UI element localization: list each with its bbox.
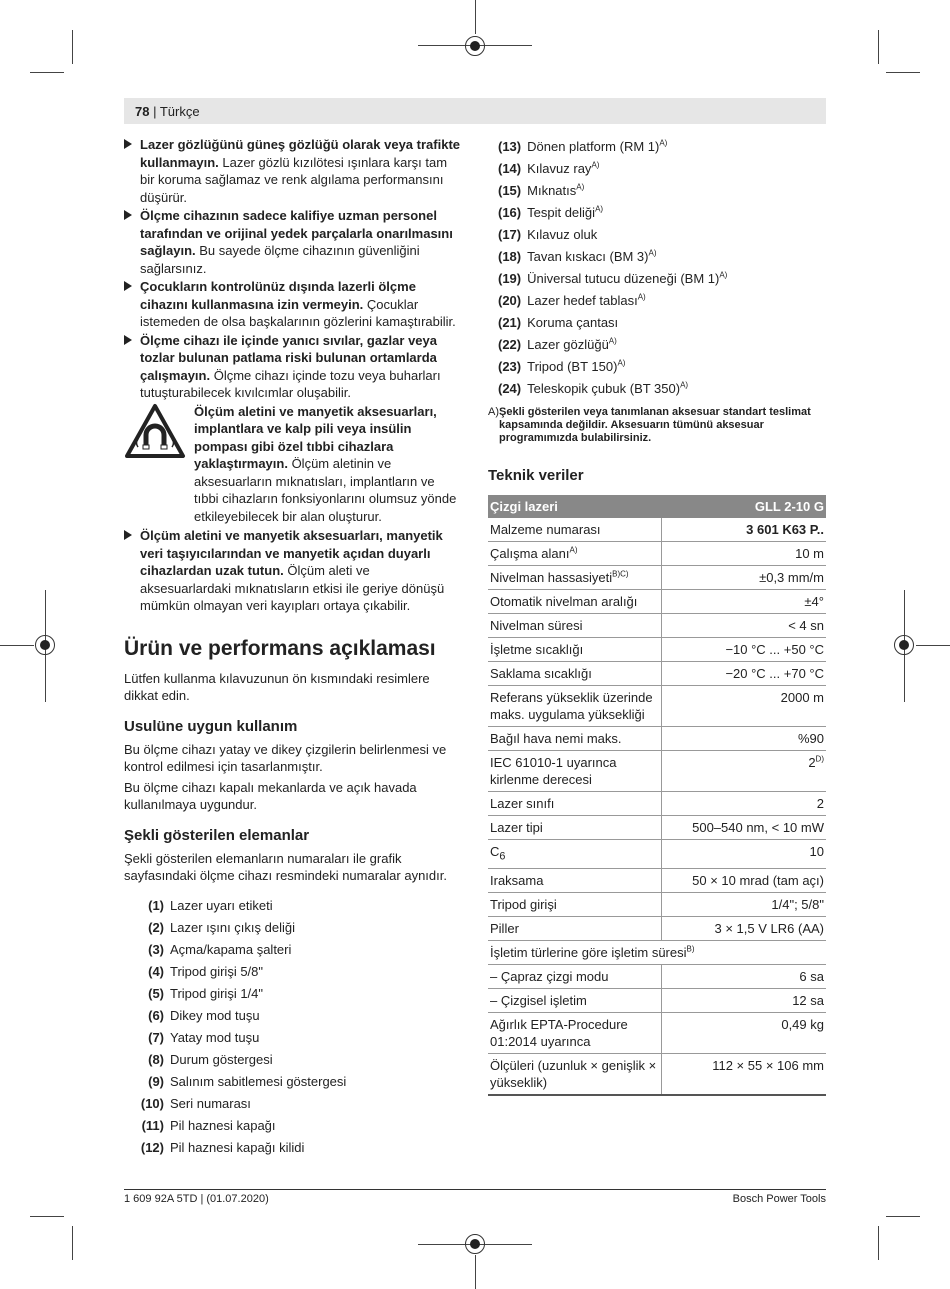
tech-row-label bbox=[488, 750, 662, 791]
component-footnote-ref: A) bbox=[595, 204, 604, 214]
component-label bbox=[170, 1139, 304, 1157]
component-label bbox=[170, 1117, 276, 1135]
tech-table-header bbox=[488, 495, 826, 518]
page-header bbox=[124, 98, 826, 124]
tech-row-label bbox=[488, 1054, 662, 1096]
tech-row-value bbox=[662, 815, 827, 839]
component-footnote-ref: A) bbox=[680, 380, 689, 390]
tech-label-text: Lazer sınıfı bbox=[490, 795, 555, 811]
tech-label-text: İşletme sıcaklığı bbox=[490, 641, 584, 657]
tech-row-value bbox=[662, 989, 827, 1013]
component-label-text: Pil haznesi kapağı kilidi bbox=[170, 1139, 305, 1155]
crop-mark bbox=[916, 645, 950, 646]
tech-header-label: Çizgi lazeri bbox=[488, 495, 662, 518]
tech-row-label bbox=[488, 685, 662, 726]
bullet-triangle-icon bbox=[124, 139, 132, 149]
component-number: (19) bbox=[498, 271, 522, 287]
tech-label-text: C bbox=[490, 843, 500, 859]
tech-label-text: Malzeme numarası bbox=[490, 521, 601, 537]
tech-row-value bbox=[662, 589, 827, 613]
tech-row bbox=[488, 839, 826, 869]
tech-row-label bbox=[488, 613, 662, 637]
component-label-text: Lazer gözlüğü bbox=[527, 337, 609, 353]
tech-label-text: IEC 61010-1 uyarınca kirlenme derecesi bbox=[490, 754, 617, 787]
registration-mark-icon bbox=[465, 36, 485, 56]
component-label bbox=[527, 204, 603, 222]
tech-row-value bbox=[662, 541, 827, 565]
tech-row-label bbox=[488, 518, 662, 542]
tech-row-value bbox=[662, 791, 827, 815]
tech-row bbox=[488, 815, 826, 839]
crop-mark bbox=[0, 645, 34, 646]
component-item bbox=[134, 983, 460, 1005]
tech-row-value bbox=[662, 685, 827, 726]
tech-row-value bbox=[662, 726, 827, 750]
component-label-text: Durum göstergesi bbox=[170, 1051, 273, 1067]
registration-mark-icon bbox=[894, 635, 914, 655]
tech-label-text: Tripod girişi bbox=[490, 897, 557, 913]
component-number: (22) bbox=[498, 337, 522, 353]
tech-value-text: 2 bbox=[808, 754, 816, 770]
component-number: (2) bbox=[148, 919, 164, 935]
tech-label-text: İşletim türlerine göre işletim süresi bbox=[490, 945, 687, 961]
footer-doc-id: 1 609 92A 5TD | (01.07.2020) bbox=[124, 1193, 269, 1205]
component-number: (12) bbox=[140, 1139, 164, 1155]
tech-table bbox=[488, 495, 826, 1097]
component-label bbox=[170, 1029, 259, 1047]
tech-row bbox=[488, 989, 826, 1013]
tech-row bbox=[488, 518, 826, 542]
tech-row-value bbox=[662, 839, 827, 869]
tech-row bbox=[488, 661, 826, 685]
component-item bbox=[134, 1027, 460, 1049]
component-item bbox=[134, 1115, 460, 1137]
tech-value-text: %90 bbox=[797, 730, 824, 746]
component-number: (20) bbox=[498, 293, 522, 309]
left-column bbox=[124, 136, 460, 1159]
bullet-triangle-icon bbox=[124, 530, 132, 540]
component-label-text: Lazer uyarı etiketi bbox=[170, 897, 273, 913]
tech-label-text: – Çapraz çizgi modu bbox=[490, 969, 609, 985]
tech-row-label bbox=[488, 869, 662, 893]
component-number: (24) bbox=[498, 381, 522, 397]
usage-paragraph: Bu ölçme cihazı kapalı mekanlarda ve açık havada kullanılmaya uygundur. bbox=[124, 779, 417, 812]
component-label-text: Koruma çantası bbox=[527, 315, 619, 331]
tech-row-value bbox=[662, 518, 827, 542]
tech-label-text: Nivelman hassasiyeti bbox=[490, 569, 613, 585]
component-label-text: Tripod girişi 1/4" bbox=[170, 985, 263, 1001]
registration-mark-icon bbox=[35, 635, 55, 655]
component-label-text: Açma/kapama şalteri bbox=[170, 941, 292, 957]
component-label bbox=[170, 919, 295, 937]
usage-paragraph: Bu ölçme cihazı yatay ve dikey çizgilerin belirlenmesi ve kontrol edilmesi için tasarlanmıştır. bbox=[124, 741, 447, 774]
tech-row bbox=[488, 1013, 826, 1054]
tech-value-text: < 4 sn bbox=[788, 617, 824, 633]
tech-row bbox=[488, 565, 826, 589]
component-label-text: Tespit deliği bbox=[527, 205, 596, 221]
component-label bbox=[527, 226, 597, 244]
warning-text: Ölçüm aleti ve aksesuarlardaki mıknatısların etkisi ile geriye dönüşü mümkün olmayan veri kayıpları ortaya çıkabilir. bbox=[140, 563, 445, 613]
warning-list bbox=[124, 136, 460, 402]
component-list-continued bbox=[498, 136, 826, 400]
component-number: (18) bbox=[498, 249, 522, 265]
component-item bbox=[498, 356, 826, 378]
tech-row-label bbox=[488, 941, 826, 965]
tech-label-text: Otomatik nivelman aralığı bbox=[490, 593, 638, 609]
component-label bbox=[527, 358, 625, 376]
component-number: (11) bbox=[141, 1117, 164, 1133]
component-item bbox=[134, 1049, 460, 1071]
page-number: 78 bbox=[135, 104, 150, 119]
component-label-text: Kılavuz oluk bbox=[527, 227, 598, 243]
footer-rule bbox=[124, 1189, 826, 1190]
tech-value-text: 2000 m bbox=[780, 689, 824, 705]
tech-label-text: Ağırlık EPTA-Procedure 01:2014 uyarınca bbox=[490, 1017, 628, 1050]
component-item bbox=[134, 895, 460, 917]
component-label-text: Mıknatıs bbox=[527, 183, 577, 199]
component-footnote-ref: A) bbox=[719, 270, 728, 280]
component-footnote-ref: A) bbox=[617, 358, 626, 368]
warning-text: Bu sayede ölçme cihazının güvenliğini sağlarsınız. bbox=[140, 243, 420, 276]
component-label-text: Kılavuz ray bbox=[527, 161, 592, 177]
tech-row-label bbox=[488, 839, 662, 869]
component-label bbox=[527, 270, 727, 288]
component-item bbox=[498, 180, 826, 202]
component-number: (3) bbox=[148, 941, 164, 957]
tech-row-label bbox=[488, 565, 662, 589]
component-label-text: Dönen platform (RM 1) bbox=[527, 139, 660, 155]
tech-row-label bbox=[488, 989, 662, 1013]
section-title: Ürün ve performans açıklaması bbox=[124, 636, 436, 660]
component-item bbox=[498, 378, 826, 400]
tech-value-text: 10 m bbox=[795, 545, 824, 561]
accessory-footnote bbox=[488, 406, 826, 445]
header-language: Türkçe bbox=[159, 104, 200, 119]
tech-row-value bbox=[662, 750, 827, 791]
tech-value-text: 12 sa bbox=[792, 993, 824, 1009]
tech-label-text: Nivelman süresi bbox=[490, 617, 583, 633]
component-item bbox=[134, 1071, 460, 1093]
header-separator: | bbox=[153, 104, 160, 119]
component-label bbox=[527, 336, 617, 354]
tech-row-label bbox=[488, 637, 662, 661]
component-footnote-ref: A) bbox=[591, 160, 600, 170]
component-label bbox=[170, 1095, 251, 1113]
tech-value-text: 112 × 55 × 106 mm bbox=[712, 1058, 824, 1074]
tech-row-label bbox=[488, 661, 662, 685]
tech-row-label bbox=[488, 726, 662, 750]
component-item bbox=[134, 961, 460, 983]
component-label-text: Pil haznesi kapağı bbox=[170, 1117, 276, 1133]
tech-value-text: 0,49 kg bbox=[781, 1017, 824, 1033]
tech-row bbox=[488, 685, 826, 726]
component-footnote-ref: A) bbox=[637, 292, 646, 302]
tech-row-value bbox=[662, 965, 827, 989]
component-label bbox=[170, 897, 273, 915]
component-label bbox=[527, 160, 599, 178]
component-label bbox=[527, 380, 688, 398]
tech-value-text: 6 sa bbox=[799, 969, 824, 985]
footer-brand: Bosch Power Tools bbox=[732, 1193, 826, 1205]
tech-row bbox=[488, 637, 826, 661]
component-label-text: Tavan kıskacı (BM 3) bbox=[527, 249, 649, 265]
tech-label-text: Iraksama bbox=[490, 873, 544, 889]
crop-mark bbox=[886, 1216, 920, 1217]
component-label bbox=[527, 314, 618, 332]
tech-row-value bbox=[662, 613, 827, 637]
component-label bbox=[527, 182, 584, 200]
tech-row bbox=[488, 965, 826, 989]
section-intro: Lütfen kullanma kılavuzunun ön kısmındaki resimlere dikkat edin. bbox=[124, 670, 430, 703]
crop-mark bbox=[878, 30, 879, 64]
component-number: (4) bbox=[148, 963, 164, 979]
tech-row bbox=[488, 750, 826, 791]
tech-value-text: 2 bbox=[816, 795, 824, 811]
tech-label-text: Çalışma alanı bbox=[490, 545, 570, 561]
bullet-triangle-icon bbox=[124, 335, 132, 345]
tech-row bbox=[488, 589, 826, 613]
tech-label-text: Lazer tipi bbox=[490, 819, 543, 835]
tech-row-label bbox=[488, 589, 662, 613]
crop-mark bbox=[30, 72, 64, 73]
component-label bbox=[527, 248, 656, 266]
crop-mark bbox=[30, 1216, 64, 1217]
warning-bold: Ölçme cihazının sadece kalifiye uzman personel tarafından ve orijinal yedek parçalarla onarılmasını sağlayın. bbox=[140, 208, 453, 258]
component-label bbox=[170, 963, 263, 981]
component-label bbox=[170, 985, 263, 1003]
tech-row-value bbox=[662, 1013, 827, 1054]
tech-row-label bbox=[488, 1013, 662, 1054]
component-label-text: Lazer ışını çıkış deliği bbox=[170, 919, 295, 935]
component-label-text: Seri numarası bbox=[170, 1095, 251, 1111]
component-number: (21) bbox=[498, 315, 522, 331]
magnet-warning-bold: Ölçüm aletini ve manyetik aksesuarları, implantlara ve kalp pili veya insülin pompası gibi özel tıbbi cihazlara yaklaştırmayın. bbox=[194, 403, 437, 471]
component-label bbox=[527, 138, 667, 156]
component-label bbox=[170, 1073, 346, 1091]
tech-title: Teknik veriler bbox=[488, 467, 584, 484]
component-item bbox=[498, 224, 826, 246]
tech-value-text: ±0,3 mm/m bbox=[759, 569, 824, 585]
component-item bbox=[498, 202, 826, 224]
warning-text: Ölçme cihazı içinde tozu veya buharları tutuşturabilecek kıvılcımlar oluşabilir. bbox=[140, 367, 441, 400]
warning-item bbox=[124, 278, 460, 331]
bullet-triangle-icon bbox=[124, 210, 132, 220]
crop-mark bbox=[878, 1226, 879, 1260]
component-number: (16) bbox=[498, 205, 522, 221]
warning-text: Lazer gözlü kızılötesi ışınlara karşı tam bir koruma sağlamaz ve renk algılama performansını düşürür. bbox=[140, 154, 448, 205]
tech-value-text: ±4° bbox=[804, 593, 824, 609]
tech-label-text: Bağıl hava nemi maks. bbox=[490, 730, 622, 746]
tech-row-value bbox=[662, 565, 827, 589]
footnote-text: Şekli gösterilen veya tanımlanan aksesuar standart teslimat kapsamında değildir. Aksesuarın tümünü aksesuar programımızda bulabilirsiniz. bbox=[499, 406, 811, 444]
component-footnote-ref: A) bbox=[648, 248, 657, 258]
component-label-text: Lazer hedef tablası bbox=[527, 293, 638, 309]
warning-bold: Ölçüm aletini ve manyetik aksesuarları, manyetik veri taşıyıcılarından ve manyetik açıdan duyarlı cihazlardan uzak tutun. bbox=[140, 528, 443, 578]
tech-row-label bbox=[488, 965, 662, 989]
component-label-text: Yatay mod tuşu bbox=[170, 1029, 260, 1045]
component-number: (6) bbox=[148, 1007, 164, 1023]
tech-label-text: Ölçüleri (uzunluk × genişlik × yükseklik) bbox=[490, 1058, 657, 1091]
component-number: (8) bbox=[148, 1051, 164, 1067]
registration-mark-icon bbox=[465, 1234, 485, 1254]
component-item bbox=[498, 290, 826, 312]
component-number: (5) bbox=[148, 985, 164, 1001]
tech-label-text: Saklama sıcaklığı bbox=[490, 665, 592, 681]
component-item bbox=[134, 1005, 460, 1027]
component-label-text: Dikey mod tuşu bbox=[170, 1007, 260, 1023]
tech-row bbox=[488, 613, 826, 637]
component-item bbox=[134, 917, 460, 939]
tech-row-label bbox=[488, 541, 662, 565]
components-title: Şekli gösterilen elemanlar bbox=[124, 826, 310, 844]
tech-row bbox=[488, 869, 826, 893]
tech-value-text: 1/4"; 5/8" bbox=[771, 897, 824, 913]
component-label-text: Üniversal tutucu düzeneği (BM 1) bbox=[527, 271, 720, 287]
component-label bbox=[170, 1007, 260, 1025]
warning-item bbox=[124, 136, 460, 206]
tech-value-text: 10 bbox=[809, 843, 824, 859]
component-label-text: Salınım sabitlemesi göstergesi bbox=[170, 1073, 347, 1089]
crop-mark bbox=[475, 0, 476, 34]
component-item bbox=[134, 1137, 460, 1159]
tech-row bbox=[488, 726, 826, 750]
component-number: (10) bbox=[140, 1095, 164, 1111]
tech-value-text: −10 °C ... +50 °C bbox=[725, 641, 824, 657]
component-footnote-ref: A) bbox=[608, 336, 617, 346]
tech-value-footnote-ref: D) bbox=[815, 754, 824, 764]
component-item bbox=[498, 312, 826, 334]
tech-value-text: −20 °C ... +70 °C bbox=[725, 665, 824, 681]
warning-bold: Çocukların kontrolünüz dışında lazerli ölçme cihazını kullanmasına izin vermeyin. bbox=[140, 279, 416, 312]
warning-item bbox=[124, 527, 460, 615]
component-label-text: Teleskopik çubuk (BT 350) bbox=[527, 381, 681, 397]
warning-item bbox=[124, 207, 460, 277]
tech-header-model: GLL 2-10 G bbox=[662, 495, 827, 518]
tech-row-value bbox=[662, 1054, 827, 1096]
crop-mark bbox=[475, 1255, 476, 1289]
tech-row-label bbox=[488, 815, 662, 839]
component-footnote-ref: A) bbox=[659, 138, 668, 148]
component-number: (7) bbox=[148, 1029, 164, 1045]
tech-row bbox=[488, 941, 826, 965]
component-item bbox=[498, 268, 826, 290]
tech-row-value bbox=[662, 661, 827, 685]
tech-row-label bbox=[488, 917, 662, 941]
tech-value-text: 3 × 1,5 V LR6 (AA) bbox=[714, 921, 824, 937]
components-intro: Şekli gösterilen elemanların numaraları ile grafik sayfasındaki ölçme cihazı resmindeki numaralar aynıdır. bbox=[124, 850, 447, 883]
tech-row-label bbox=[488, 791, 662, 815]
component-item bbox=[134, 1093, 460, 1115]
component-item bbox=[134, 939, 460, 961]
tech-label-sub: 6 bbox=[499, 850, 506, 863]
bullet-triangle-icon bbox=[124, 281, 132, 291]
crop-mark bbox=[886, 72, 920, 73]
tech-label-text: Piller bbox=[490, 921, 519, 937]
tech-value-text: 50 × 10 mrad (tam açı) bbox=[692, 873, 824, 889]
tech-label-footnote-ref: A) bbox=[569, 545, 578, 555]
tech-label-footnote-ref: B) bbox=[686, 944, 695, 954]
magnet-warning bbox=[124, 403, 460, 526]
component-footnote-ref: A) bbox=[576, 182, 585, 192]
warning-text: Çocuklar istemeden de olsa başkalarının gözlerini kamaştırabilir. bbox=[140, 296, 456, 329]
component-number: (13) bbox=[498, 139, 522, 155]
component-number: (15) bbox=[498, 183, 522, 199]
component-label bbox=[170, 1051, 273, 1069]
tech-row bbox=[488, 1054, 826, 1096]
tech-row-value bbox=[662, 893, 827, 917]
magnet-warning-icon bbox=[124, 403, 186, 459]
component-label-text: Tripod girişi 5/8" bbox=[170, 963, 263, 979]
tech-value-text: 3 601 K63 P.. bbox=[746, 521, 824, 537]
page-header-text bbox=[135, 104, 200, 119]
component-number: (14) bbox=[498, 161, 522, 177]
component-label-text: Tripod (BT 150) bbox=[527, 359, 618, 375]
tech-row bbox=[488, 893, 826, 917]
component-item bbox=[498, 158, 826, 180]
component-number: (9) bbox=[148, 1073, 164, 1089]
component-item bbox=[498, 136, 826, 158]
tech-row bbox=[488, 917, 826, 941]
warning-bold: Ölçme cihazı ile içinde yanıcı sıvılar, gazlar veya tozlar bulunan patlama riski bulunan ortamlarda çalışmayın. bbox=[140, 332, 437, 383]
right-column bbox=[488, 136, 826, 1096]
magnet-warning-text: Ölçüm aletinin ve aksesuarların mıknatısları, implantların ve tıbbi cihazların fonksiyonlarını olumsuz yönde etkileyebilecek bir alan oluşturur. bbox=[194, 456, 457, 524]
tech-label-text: – Çizgisel işletim bbox=[490, 993, 587, 1009]
tech-row-value bbox=[662, 637, 827, 661]
tech-value-text: 500–540 nm, < 10 mW bbox=[692, 819, 824, 835]
component-item bbox=[498, 334, 826, 356]
tech-row bbox=[488, 791, 826, 815]
component-label bbox=[527, 292, 646, 310]
crop-mark bbox=[72, 30, 73, 64]
tech-row bbox=[488, 541, 826, 565]
crop-mark bbox=[72, 1226, 73, 1260]
tech-row-value bbox=[662, 917, 827, 941]
warning-bold: Lazer gözlüğünü güneş gözlüğü olarak veya trafikte kullanmayın. bbox=[140, 137, 460, 170]
tech-label-footnote-ref: B)C) bbox=[612, 569, 629, 579]
tech-row-value bbox=[662, 869, 827, 893]
tech-label-text: Referans yükseklik üzerinde maks. uygulama yüksekliği bbox=[490, 689, 653, 722]
component-number: (17) bbox=[498, 227, 522, 243]
tech-row-label bbox=[488, 893, 662, 917]
component-list bbox=[134, 895, 460, 1159]
component-label bbox=[170, 941, 291, 959]
usage-title: Usulüne uygun kullanım bbox=[124, 717, 298, 735]
component-item bbox=[498, 246, 826, 268]
component-number: (1) bbox=[148, 897, 164, 913]
warning-item bbox=[124, 332, 460, 402]
footnote-mark: A) bbox=[488, 406, 499, 418]
component-number: (23) bbox=[498, 359, 522, 375]
